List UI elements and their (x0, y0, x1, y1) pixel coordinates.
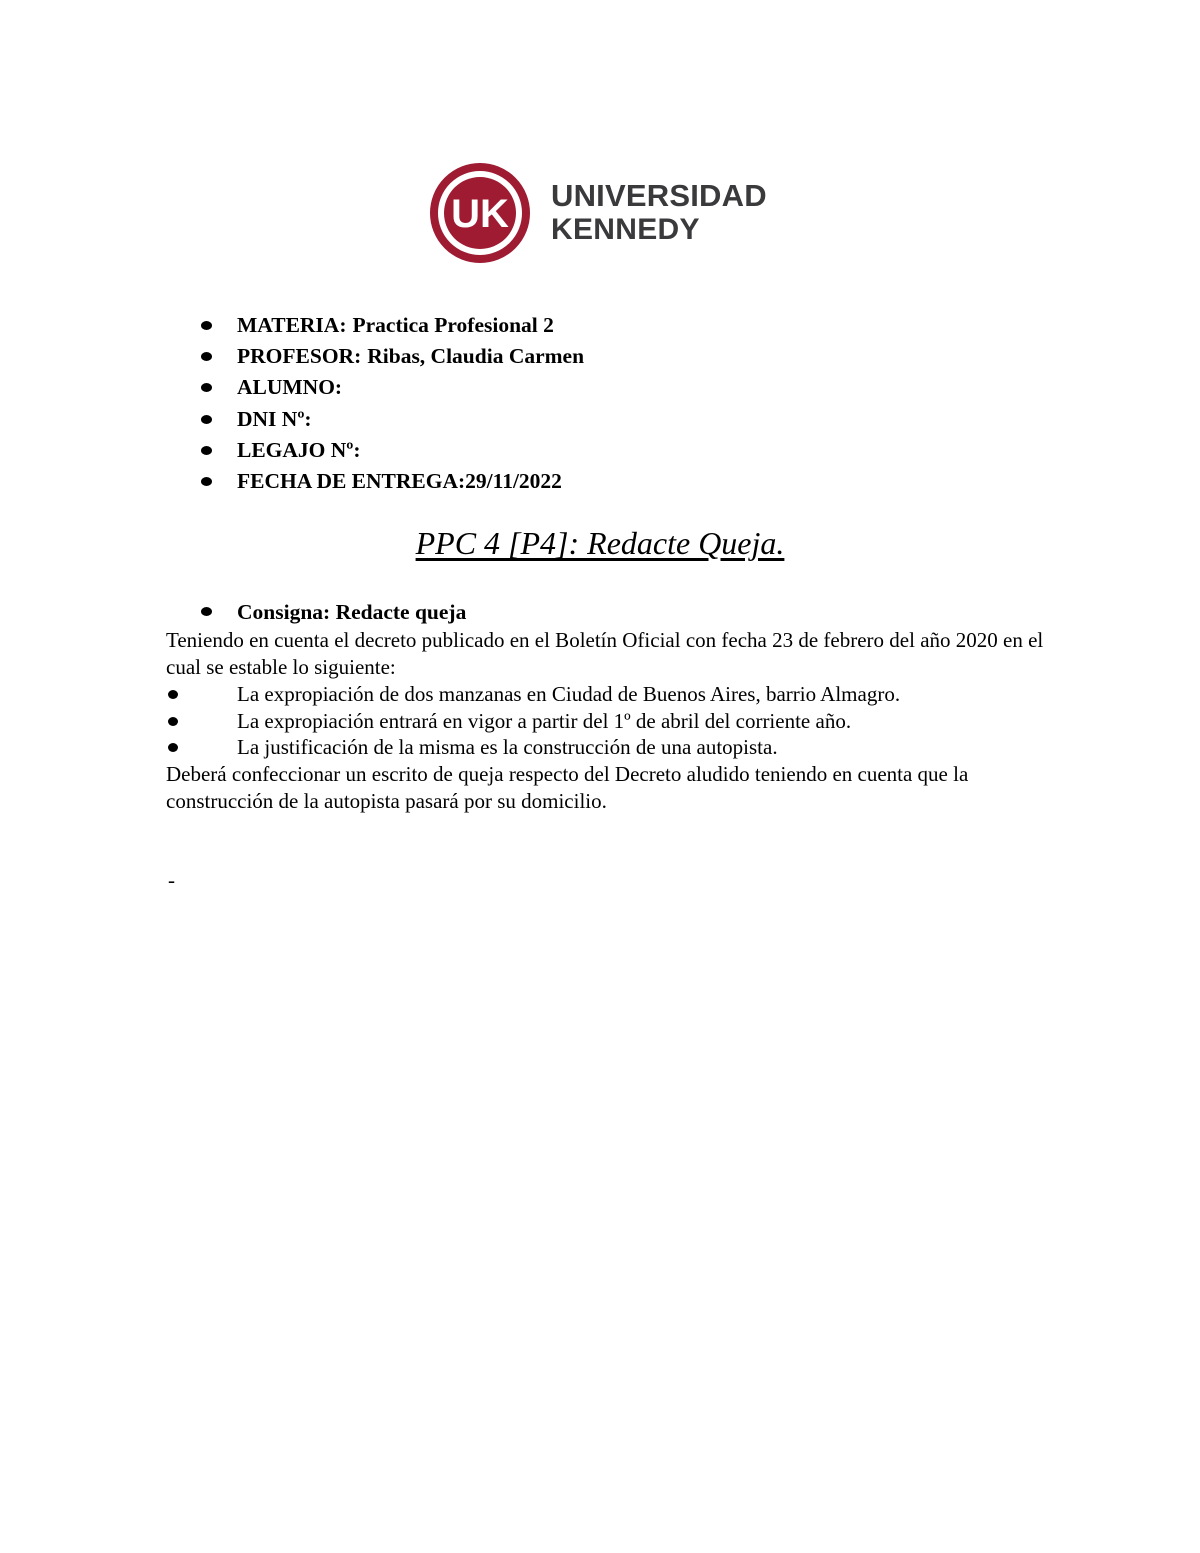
list-item-text: La expropiación entrará en vigor a partir del 1º de abril del corriente año. (237, 708, 852, 733)
info-label: MATERIA: (237, 313, 347, 337)
info-item-dni (200, 404, 584, 435)
trailing-dash: - (168, 868, 175, 892)
bullet-icon (168, 743, 178, 752)
student-info-list (200, 310, 584, 497)
bullet-icon (168, 717, 178, 726)
closing-paragraph: Deberá confeccionar un escrito de queja respecto del Decreto aludido teniendo en cuenta que la construcción de la autopista pasará por su domicilio. (166, 762, 969, 813)
bullet-icon (201, 383, 212, 392)
info-label: DNI Nº: (237, 406, 312, 431)
bullet-icon (201, 352, 212, 361)
info-value: Practica Profesional 2 (352, 313, 554, 337)
document-title: PPC 4 [P4]: Redacte Queja. (415, 525, 785, 561)
info-label: PROFESOR: (237, 344, 362, 369)
logo-monogram: UK (451, 192, 509, 236)
info-item-legajo (200, 435, 584, 466)
info-value: 29/11/2022 (465, 468, 562, 493)
intro-paragraph: Teniendo en cuenta el decreto publicado en el Boletín Oficial con fecha 23 de febrero del año 2020 en el cual se estable lo siguiente: (166, 628, 1044, 679)
consigna-text: Consigna: Redacte queja (237, 600, 467, 624)
bullet-icon (201, 321, 212, 330)
info-item-materia (200, 310, 584, 341)
info-label: ALUMNO: (237, 375, 343, 400)
logo-wordmark (551, 180, 767, 245)
info-label: FECHA DE ENTREGA: (237, 468, 466, 493)
bullet-icon (201, 607, 212, 616)
bullet-icon (201, 415, 212, 424)
decree-points-list (166, 681, 900, 761)
info-item-profesor (200, 341, 584, 372)
logo-line-1: UNIVERSIDAD (551, 178, 767, 213)
list-item (166, 734, 900, 761)
bullet-icon (168, 690, 178, 699)
uk-seal-icon (427, 160, 537, 266)
bullet-icon (201, 477, 212, 486)
info-label: LEGAJO Nº: (237, 437, 361, 462)
university-logo (427, 160, 767, 266)
info-item-alumno (200, 372, 584, 403)
list-item-text: La expropiación de dos manzanas en Ciudad de Buenos Aires, barrio Almagro. (237, 682, 901, 706)
logo-line-2: KENNEDY (551, 213, 700, 246)
list-item-text: La justificación de la misma es la construcción de una autopista. (237, 735, 778, 759)
info-value: Ribas, Claudia Carmen (367, 344, 585, 369)
list-item (166, 708, 900, 735)
list-item (166, 681, 900, 708)
consigna-heading (200, 598, 466, 626)
info-item-fecha (200, 466, 584, 497)
bullet-icon (201, 446, 212, 455)
